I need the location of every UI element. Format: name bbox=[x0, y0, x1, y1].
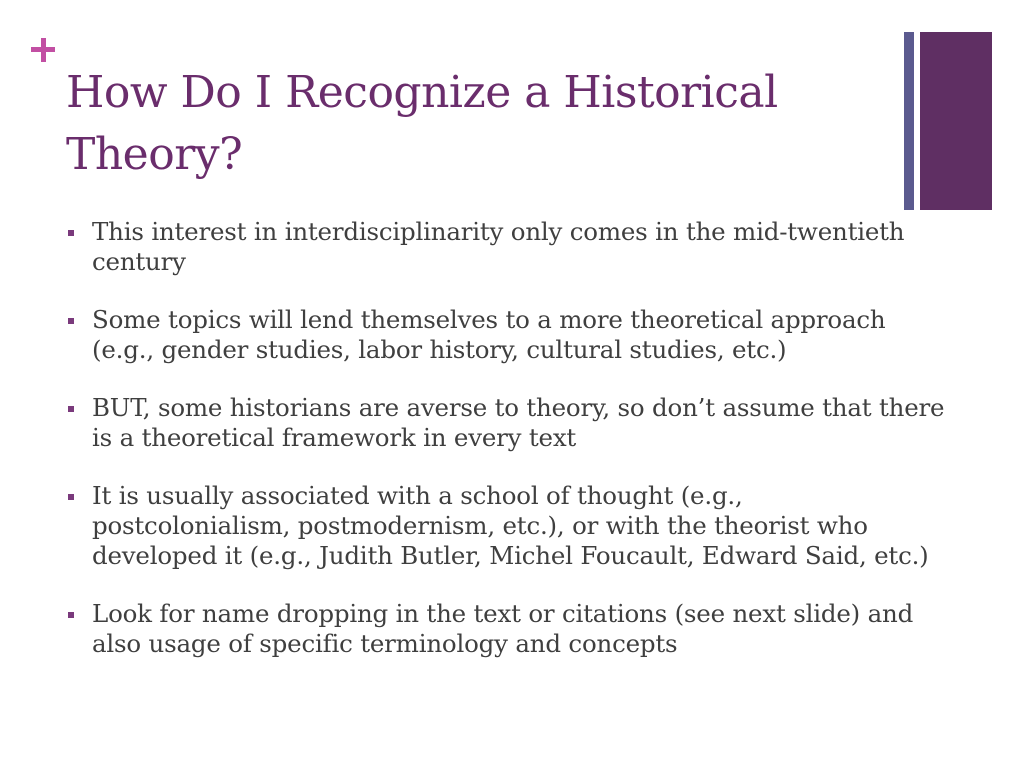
bullet-text: It is usually associated with a school of thought (e.g., postcolonialism, postmodernism, etc.), or with the theorist who developed it (e.g., Judith Butler, Michel Foucault, Edward Said, etc.) bbox=[92, 481, 929, 570]
square-bullet-icon bbox=[68, 318, 74, 324]
bullet-item bbox=[66, 217, 946, 277]
slide-title: How Do I Recognize a Historical Theory? bbox=[66, 67, 778, 180]
square-bullet-icon bbox=[68, 406, 74, 412]
accent-bar-thin bbox=[904, 32, 914, 210]
square-bullet-icon bbox=[68, 612, 74, 618]
bullet-text: Some topics will lend themselves to a more theoretical approach (e.g., gender studies, labor history, cultural studies, etc.) bbox=[92, 305, 886, 364]
bullet-item bbox=[66, 393, 946, 453]
square-bullet-icon bbox=[68, 230, 74, 236]
bullet-text: Look for name dropping in the text or citations (see next slide) and also usage of specific terminology and concepts bbox=[92, 599, 914, 658]
accent-bar-thick bbox=[920, 32, 992, 210]
plus-icon-vertical bbox=[41, 38, 46, 62]
plus-icon bbox=[29, 36, 57, 64]
bullet-text: This interest in interdisciplinarity only comes in the mid-twentieth century bbox=[92, 217, 905, 276]
bullet-item bbox=[66, 305, 946, 365]
square-bullet-icon bbox=[68, 494, 74, 500]
bullet-list bbox=[66, 217, 946, 687]
bullet-item bbox=[66, 481, 946, 571]
bullet-item bbox=[66, 599, 946, 659]
bullet-text: BUT, some historians are averse to theory, so don’t assume that there is a theoretical framework in every text bbox=[92, 393, 945, 452]
